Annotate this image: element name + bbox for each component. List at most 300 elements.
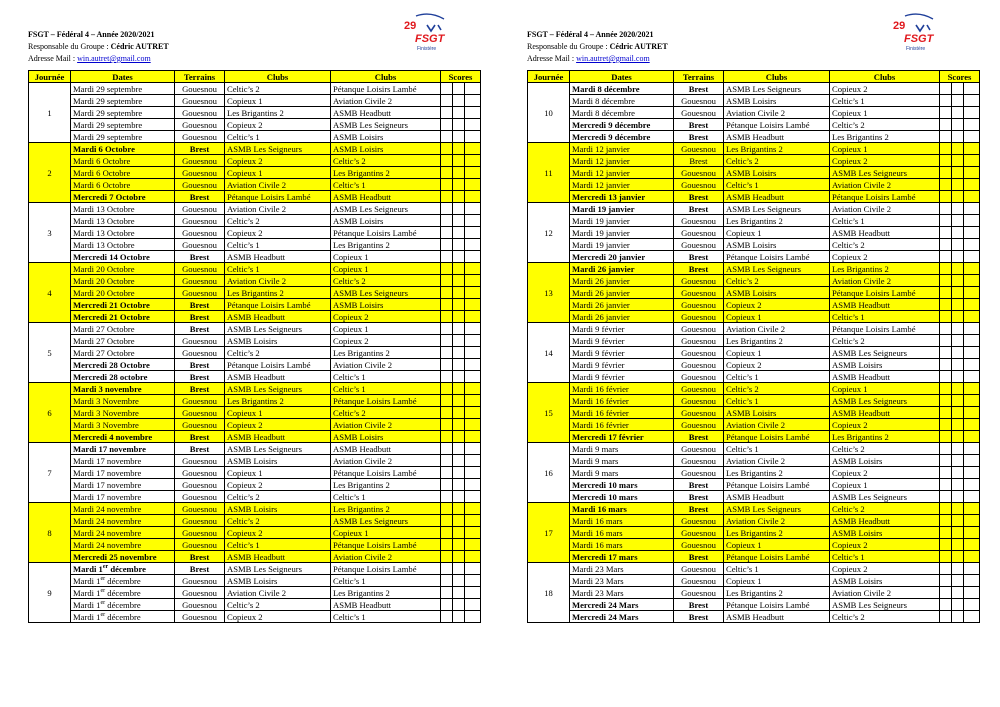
score-away-cell[interactable] — [453, 119, 465, 131]
score-away-cell[interactable] — [952, 95, 964, 107]
score-extra-cell[interactable] — [465, 323, 481, 335]
score-extra-cell[interactable] — [465, 143, 481, 155]
score-extra-cell[interactable] — [964, 539, 980, 551]
score-home-cell[interactable] — [441, 347, 453, 359]
score-away-cell[interactable] — [453, 83, 465, 95]
score-extra-cell[interactable] — [964, 443, 980, 455]
score-home-cell[interactable] — [940, 275, 952, 287]
score-home-cell[interactable] — [441, 227, 453, 239]
score-home-cell[interactable] — [940, 503, 952, 515]
score-away-cell[interactable] — [952, 203, 964, 215]
score-extra-cell[interactable] — [465, 119, 481, 131]
score-extra-cell[interactable] — [465, 359, 481, 371]
score-home-cell[interactable] — [441, 527, 453, 539]
score-away-cell[interactable] — [453, 275, 465, 287]
score-away-cell[interactable] — [952, 443, 964, 455]
score-home-cell[interactable] — [441, 263, 453, 275]
table-row — [528, 347, 980, 359]
score-away-cell[interactable] — [453, 491, 465, 503]
score-extra-cell[interactable] — [964, 407, 980, 419]
score-extra-cell[interactable] — [964, 587, 980, 599]
score-away-cell[interactable] — [453, 575, 465, 587]
score-away-cell[interactable] — [952, 431, 964, 443]
score-extra-cell[interactable] — [465, 479, 481, 491]
competition-title: FSGT – Fédéral 4 – Année 2020/2021 — [527, 30, 654, 39]
score-away-cell[interactable] — [952, 383, 964, 395]
score-away-cell[interactable] — [952, 323, 964, 335]
away-club: Pétanque Loisirs Lambé — [830, 191, 940, 203]
score-away-cell[interactable] — [952, 119, 964, 131]
score-away-cell[interactable] — [952, 275, 964, 287]
table-row — [29, 503, 481, 515]
score-extra-cell[interactable] — [964, 119, 980, 131]
score-away-cell[interactable] — [952, 263, 964, 275]
score-home-cell[interactable] — [940, 203, 952, 215]
score-home-cell[interactable] — [940, 515, 952, 527]
home-club: Pétanque Loisirs Lambé — [724, 599, 830, 611]
score-away-cell[interactable] — [952, 335, 964, 347]
score-extra-cell[interactable] — [964, 599, 980, 611]
score-away-cell[interactable] — [952, 107, 964, 119]
score-home-cell[interactable] — [441, 455, 453, 467]
score-extra-cell[interactable] — [964, 383, 980, 395]
score-home-cell[interactable] — [441, 539, 453, 551]
score-home-cell[interactable] — [441, 191, 453, 203]
score-extra-cell[interactable] — [964, 215, 980, 227]
score-away-cell[interactable] — [952, 539, 964, 551]
score-home-cell[interactable] — [940, 299, 952, 311]
score-extra-cell[interactable] — [465, 131, 481, 143]
score-extra-cell[interactable] — [964, 503, 980, 515]
mail-link[interactable]: win.autret@gmail.com — [77, 54, 151, 63]
score-extra-cell[interactable] — [964, 467, 980, 479]
score-away-cell[interactable] — [952, 83, 964, 95]
score-away-cell[interactable] — [453, 407, 465, 419]
score-extra-cell[interactable] — [465, 599, 481, 611]
score-away-cell[interactable] — [952, 575, 964, 587]
score-home-cell[interactable] — [441, 431, 453, 443]
score-home-cell[interactable] — [441, 155, 453, 167]
score-away-cell[interactable] — [453, 515, 465, 527]
score-extra-cell[interactable] — [964, 311, 980, 323]
score-away-cell[interactable] — [453, 203, 465, 215]
score-home-cell[interactable] — [940, 395, 952, 407]
score-home-cell[interactable] — [940, 359, 952, 371]
score-away-cell[interactable] — [453, 527, 465, 539]
score-home-cell[interactable] — [441, 479, 453, 491]
home-club: ASMB Loisirs — [724, 407, 830, 419]
score-extra-cell[interactable] — [465, 347, 481, 359]
score-away-cell[interactable] — [453, 215, 465, 227]
score-away-cell[interactable] — [453, 107, 465, 119]
score-extra-cell[interactable] — [964, 371, 980, 383]
score-home-cell[interactable] — [940, 143, 952, 155]
score-home-cell[interactable] — [441, 239, 453, 251]
score-home-cell[interactable] — [441, 107, 453, 119]
score-extra-cell[interactable] — [964, 131, 980, 143]
score-home-cell[interactable] — [940, 107, 952, 119]
score-home-cell[interactable] — [940, 311, 952, 323]
score-extra-cell[interactable] — [465, 575, 481, 587]
score-home-cell[interactable] — [940, 419, 952, 431]
score-away-cell[interactable] — [952, 311, 964, 323]
score-extra-cell[interactable] — [465, 383, 481, 395]
score-home-cell[interactable] — [940, 323, 952, 335]
score-home-cell[interactable] — [441, 359, 453, 371]
score-away-cell[interactable] — [453, 503, 465, 515]
score-away-cell[interactable] — [453, 251, 465, 263]
match-date: Mardi 6 Octobre — [71, 179, 175, 191]
score-away-cell[interactable] — [453, 431, 465, 443]
score-away-cell[interactable] — [952, 239, 964, 251]
mail-link[interactable]: win.autret@gmail.com — [576, 54, 650, 63]
score-extra-cell[interactable] — [465, 251, 481, 263]
score-away-cell[interactable] — [952, 527, 964, 539]
score-home-cell[interactable] — [441, 119, 453, 131]
score-away-cell[interactable] — [952, 491, 964, 503]
score-home-cell[interactable] — [940, 263, 952, 275]
score-home-cell[interactable] — [940, 131, 952, 143]
score-extra-cell[interactable] — [964, 239, 980, 251]
col-clubs-home: Clubs — [724, 71, 830, 83]
score-extra-cell[interactable] — [465, 179, 481, 191]
score-extra-cell[interactable] — [465, 107, 481, 119]
score-extra-cell[interactable] — [964, 575, 980, 587]
score-home-cell[interactable] — [940, 167, 952, 179]
score-extra-cell[interactable] — [465, 551, 481, 563]
score-home-cell[interactable] — [940, 551, 952, 563]
score-extra-cell[interactable] — [465, 239, 481, 251]
match-date: Mardi 9 février — [570, 323, 674, 335]
score-home-cell[interactable] — [441, 299, 453, 311]
home-club: Copieux 2 — [225, 479, 331, 491]
score-away-cell[interactable] — [952, 167, 964, 179]
score-extra-cell[interactable] — [964, 359, 980, 371]
score-extra-cell[interactable] — [964, 263, 980, 275]
score-away-cell[interactable] — [453, 287, 465, 299]
score-extra-cell[interactable] — [964, 287, 980, 299]
score-away-cell[interactable] — [952, 191, 964, 203]
score-extra-cell[interactable] — [465, 275, 481, 287]
score-extra-cell[interactable] — [465, 263, 481, 275]
score-away-cell[interactable] — [453, 587, 465, 599]
score-home-cell[interactable] — [940, 479, 952, 491]
score-home-cell[interactable] — [441, 203, 453, 215]
score-away-cell[interactable] — [952, 131, 964, 143]
score-home-cell[interactable] — [441, 275, 453, 287]
score-home-cell[interactable] — [940, 611, 952, 623]
score-home-cell[interactable] — [940, 347, 952, 359]
score-extra-cell[interactable] — [465, 407, 481, 419]
score-extra-cell[interactable] — [465, 455, 481, 467]
score-away-cell[interactable] — [453, 359, 465, 371]
score-away-cell[interactable] — [453, 395, 465, 407]
home-club: ASMB Headbutt — [225, 251, 331, 263]
score-home-cell[interactable] — [441, 167, 453, 179]
away-club: Celtic’s 2 — [830, 239, 940, 251]
score-home-cell[interactable] — [940, 239, 952, 251]
match-venue: Gouesnou — [175, 275, 225, 287]
score-away-cell[interactable] — [952, 587, 964, 599]
score-away-cell[interactable] — [952, 227, 964, 239]
score-home-cell[interactable] — [940, 179, 952, 191]
score-home-cell[interactable] — [940, 227, 952, 239]
score-away-cell[interactable] — [952, 371, 964, 383]
score-extra-cell[interactable] — [465, 95, 481, 107]
score-home-cell[interactable] — [441, 179, 453, 191]
score-home-cell[interactable] — [441, 515, 453, 527]
score-extra-cell[interactable] — [465, 491, 481, 503]
score-extra-cell[interactable] — [964, 155, 980, 167]
score-extra-cell[interactable] — [465, 467, 481, 479]
away-club: Les Brigantins 2 — [830, 431, 940, 443]
score-extra-cell[interactable] — [465, 335, 481, 347]
score-home-cell[interactable] — [441, 575, 453, 587]
journee-number: 5 — [29, 323, 71, 383]
score-home-cell[interactable] — [940, 191, 952, 203]
score-home-cell[interactable] — [940, 95, 952, 107]
score-extra-cell[interactable] — [465, 527, 481, 539]
score-away-cell[interactable] — [952, 407, 964, 419]
score-extra-cell[interactable] — [964, 479, 980, 491]
score-extra-cell[interactable] — [964, 95, 980, 107]
match-venue: Gouesnou — [175, 287, 225, 299]
score-home-cell[interactable] — [441, 143, 453, 155]
score-extra-cell[interactable] — [964, 527, 980, 539]
score-away-cell[interactable] — [453, 551, 465, 563]
score-home-cell[interactable] — [940, 119, 952, 131]
score-away-cell[interactable] — [952, 359, 964, 371]
score-away-cell[interactable] — [952, 419, 964, 431]
score-home-cell[interactable] — [940, 431, 952, 443]
score-away-cell[interactable] — [952, 395, 964, 407]
score-home-cell[interactable] — [441, 599, 453, 611]
score-home-cell[interactable] — [940, 587, 952, 599]
score-home-cell[interactable] — [441, 503, 453, 515]
score-extra-cell[interactable] — [964, 275, 980, 287]
score-extra-cell[interactable] — [964, 191, 980, 203]
home-club: Celtic’s 2 — [225, 515, 331, 527]
score-extra-cell[interactable] — [465, 311, 481, 323]
score-home-cell[interactable] — [441, 83, 453, 95]
score-extra-cell[interactable] — [964, 143, 980, 155]
score-away-cell[interactable] — [952, 299, 964, 311]
score-extra-cell[interactable] — [964, 563, 980, 575]
score-away-cell[interactable] — [952, 503, 964, 515]
score-away-cell[interactable] — [952, 251, 964, 263]
score-home-cell[interactable] — [940, 599, 952, 611]
score-extra-cell[interactable] — [465, 587, 481, 599]
score-home-cell[interactable] — [940, 383, 952, 395]
score-away-cell[interactable] — [952, 467, 964, 479]
score-extra-cell[interactable] — [465, 155, 481, 167]
score-away-cell[interactable] — [453, 143, 465, 155]
score-home-cell[interactable] — [940, 83, 952, 95]
score-home-cell[interactable] — [940, 335, 952, 347]
score-away-cell[interactable] — [952, 515, 964, 527]
score-home-cell[interactable] — [940, 455, 952, 467]
score-away-cell[interactable] — [453, 155, 465, 167]
match-date: Mardi 9 mars — [570, 443, 674, 455]
score-home-cell[interactable] — [441, 323, 453, 335]
score-extra-cell[interactable] — [465, 419, 481, 431]
score-away-cell[interactable] — [952, 611, 964, 623]
score-extra-cell[interactable] — [964, 251, 980, 263]
score-home-cell[interactable] — [940, 491, 952, 503]
score-extra-cell[interactable] — [465, 395, 481, 407]
score-away-cell[interactable] — [453, 347, 465, 359]
score-away-cell[interactable] — [453, 191, 465, 203]
score-extra-cell[interactable] — [964, 203, 980, 215]
score-away-cell[interactable] — [952, 215, 964, 227]
score-extra-cell[interactable] — [465, 287, 481, 299]
score-home-cell[interactable] — [940, 371, 952, 383]
score-extra-cell[interactable] — [465, 611, 481, 623]
score-extra-cell[interactable] — [964, 611, 980, 623]
score-home-cell[interactable] — [441, 287, 453, 299]
score-home-cell[interactable] — [441, 311, 453, 323]
score-away-cell[interactable] — [453, 95, 465, 107]
score-away-cell[interactable] — [453, 563, 465, 575]
table-row — [528, 299, 980, 311]
score-extra-cell[interactable] — [465, 515, 481, 527]
score-home-cell[interactable] — [940, 407, 952, 419]
score-away-cell[interactable] — [952, 563, 964, 575]
score-extra-cell[interactable] — [964, 419, 980, 431]
score-home-cell[interactable] — [940, 251, 952, 263]
score-home-cell[interactable] — [940, 155, 952, 167]
score-home-cell[interactable] — [441, 443, 453, 455]
score-home-cell[interactable] — [441, 95, 453, 107]
score-home-cell[interactable] — [441, 371, 453, 383]
score-home-cell[interactable] — [441, 383, 453, 395]
score-away-cell[interactable] — [453, 179, 465, 191]
score-away-cell[interactable] — [952, 287, 964, 299]
score-extra-cell[interactable] — [964, 395, 980, 407]
score-away-cell[interactable] — [453, 455, 465, 467]
score-extra-cell[interactable] — [964, 167, 980, 179]
score-away-cell[interactable] — [453, 467, 465, 479]
score-extra-cell[interactable] — [964, 83, 980, 95]
score-away-cell[interactable] — [453, 479, 465, 491]
score-away-cell[interactable] — [453, 443, 465, 455]
match-date: Mardi 3 Novembre — [71, 395, 175, 407]
score-home-cell[interactable] — [940, 287, 952, 299]
match-venue: Brest — [674, 131, 724, 143]
score-home-cell[interactable] — [441, 551, 453, 563]
score-away-cell[interactable] — [453, 311, 465, 323]
table-row — [29, 455, 481, 467]
score-away-cell[interactable] — [453, 539, 465, 551]
score-away-cell[interactable] — [952, 179, 964, 191]
score-home-cell[interactable] — [441, 419, 453, 431]
match-venue: Gouesnou — [175, 215, 225, 227]
score-home-cell[interactable] — [940, 443, 952, 455]
score-away-cell[interactable] — [453, 263, 465, 275]
score-extra-cell[interactable] — [465, 191, 481, 203]
score-home-cell[interactable] — [441, 491, 453, 503]
match-venue: Gouesnou — [674, 239, 724, 251]
score-away-cell[interactable] — [952, 599, 964, 611]
score-home-cell[interactable] — [441, 395, 453, 407]
match-venue: Gouesnou — [175, 347, 225, 359]
score-extra-cell[interactable] — [465, 503, 481, 515]
score-extra-cell[interactable] — [964, 491, 980, 503]
score-home-cell[interactable] — [441, 563, 453, 575]
score-away-cell[interactable] — [453, 371, 465, 383]
score-home-cell[interactable] — [441, 467, 453, 479]
score-away-cell[interactable] — [453, 239, 465, 251]
score-extra-cell[interactable] — [465, 539, 481, 551]
score-extra-cell[interactable] — [465, 299, 481, 311]
score-home-cell[interactable] — [940, 575, 952, 587]
score-extra-cell[interactable] — [465, 227, 481, 239]
score-away-cell[interactable] — [453, 419, 465, 431]
score-away-cell[interactable] — [453, 299, 465, 311]
score-home-cell[interactable] — [940, 215, 952, 227]
score-extra-cell[interactable] — [465, 83, 481, 95]
score-home-cell[interactable] — [441, 251, 453, 263]
score-home-cell[interactable] — [441, 335, 453, 347]
score-home-cell[interactable] — [940, 539, 952, 551]
score-extra-cell[interactable] — [465, 563, 481, 575]
score-home-cell[interactable] — [441, 611, 453, 623]
score-away-cell[interactable] — [952, 347, 964, 359]
score-away-cell[interactable] — [453, 131, 465, 143]
score-away-cell[interactable] — [453, 227, 465, 239]
score-home-cell[interactable] — [940, 527, 952, 539]
score-extra-cell[interactable] — [964, 347, 980, 359]
score-away-cell[interactable] — [952, 551, 964, 563]
score-extra-cell[interactable] — [964, 179, 980, 191]
score-away-cell[interactable] — [453, 599, 465, 611]
score-extra-cell[interactable] — [964, 515, 980, 527]
score-away-cell[interactable] — [952, 455, 964, 467]
score-extra-cell[interactable] — [964, 227, 980, 239]
score-away-cell[interactable] — [952, 143, 964, 155]
score-home-cell[interactable] — [441, 407, 453, 419]
score-away-cell[interactable] — [453, 323, 465, 335]
table-row — [528, 323, 980, 335]
score-home-cell[interactable] — [441, 587, 453, 599]
score-extra-cell[interactable] — [964, 323, 980, 335]
table-row — [29, 335, 481, 347]
score-extra-cell[interactable] — [964, 335, 980, 347]
score-extra-cell[interactable] — [964, 551, 980, 563]
score-away-cell[interactable] — [952, 155, 964, 167]
score-extra-cell[interactable] — [964, 431, 980, 443]
score-away-cell[interactable] — [453, 167, 465, 179]
score-home-cell[interactable] — [940, 563, 952, 575]
score-home-cell[interactable] — [441, 131, 453, 143]
score-home-cell[interactable] — [441, 215, 453, 227]
score-away-cell[interactable] — [453, 383, 465, 395]
score-extra-cell[interactable] — [465, 431, 481, 443]
score-away-cell[interactable] — [453, 335, 465, 347]
score-extra-cell[interactable] — [465, 215, 481, 227]
score-extra-cell[interactable] — [465, 167, 481, 179]
score-extra-cell[interactable] — [465, 443, 481, 455]
score-extra-cell[interactable] — [964, 299, 980, 311]
score-away-cell[interactable] — [453, 611, 465, 623]
score-extra-cell[interactable] — [964, 455, 980, 467]
score-extra-cell[interactable] — [465, 203, 481, 215]
score-away-cell[interactable] — [952, 479, 964, 491]
score-extra-cell[interactable] — [964, 107, 980, 119]
score-extra-cell[interactable] — [465, 371, 481, 383]
table-row — [29, 191, 481, 203]
score-home-cell[interactable] — [940, 467, 952, 479]
